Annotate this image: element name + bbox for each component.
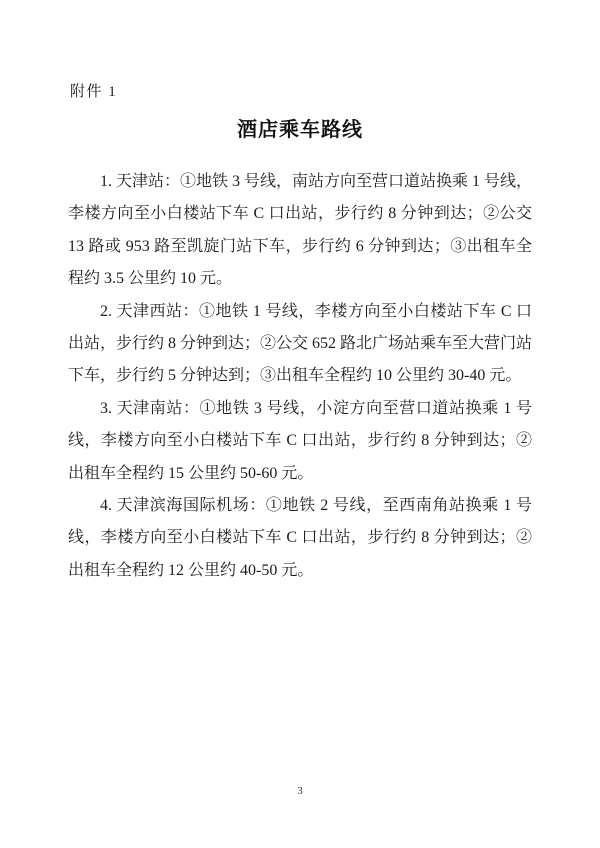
route-paragraph-binhai-airport: 4. 天津滨海国际机场：①地铁 2 号线，至西南角站换乘 1 号线，李楼方向至小白楼站下车 C 口出站，步行约 8 分钟到达；②出租车全程约 12 公里约 40-50 元。 (68, 497, 532, 579)
route-paragraph-tianjin-station: 1. 天津站：①地铁 3 号线，南站方向至营口道站换乘 1 号线，李楼方向至小白楼站下车 C 口出站，步行约 8 分钟到达；②公交 13 路或 953 路至凯旋门站下车，步行约 6 分钟到达；③出租车全程约 3.5 公里约 10 元。 (68, 173, 533, 288)
route-paragraph-tianjin-west-station: 2. 天津西站：①地铁 1 号线，李楼方向至小白楼站下车 C 口出站，步行约 8 分钟到达；②公交 652 路北广场站乘车至大营门站下车，步行约 5 分钟达到；③出租车全程约 10 公里约 30-40 元。 (68, 302, 533, 385)
route-paragraph-tianjin-south-station: 3. 天津南站：①地铁 3 号线，小淀方向至营口道站换乘 1 号线，李楼方向至小白楼站下车 C 口出站，步行约 8 分钟到达；②出租车全程约 15 公里约 50-60 元。 (68, 399, 532, 482)
attachment-label: 附件 1 (70, 84, 118, 100)
document-body (68, 166, 532, 587)
page-number: 3 (297, 785, 303, 797)
page-title: 酒店乘车路线 (237, 119, 363, 141)
